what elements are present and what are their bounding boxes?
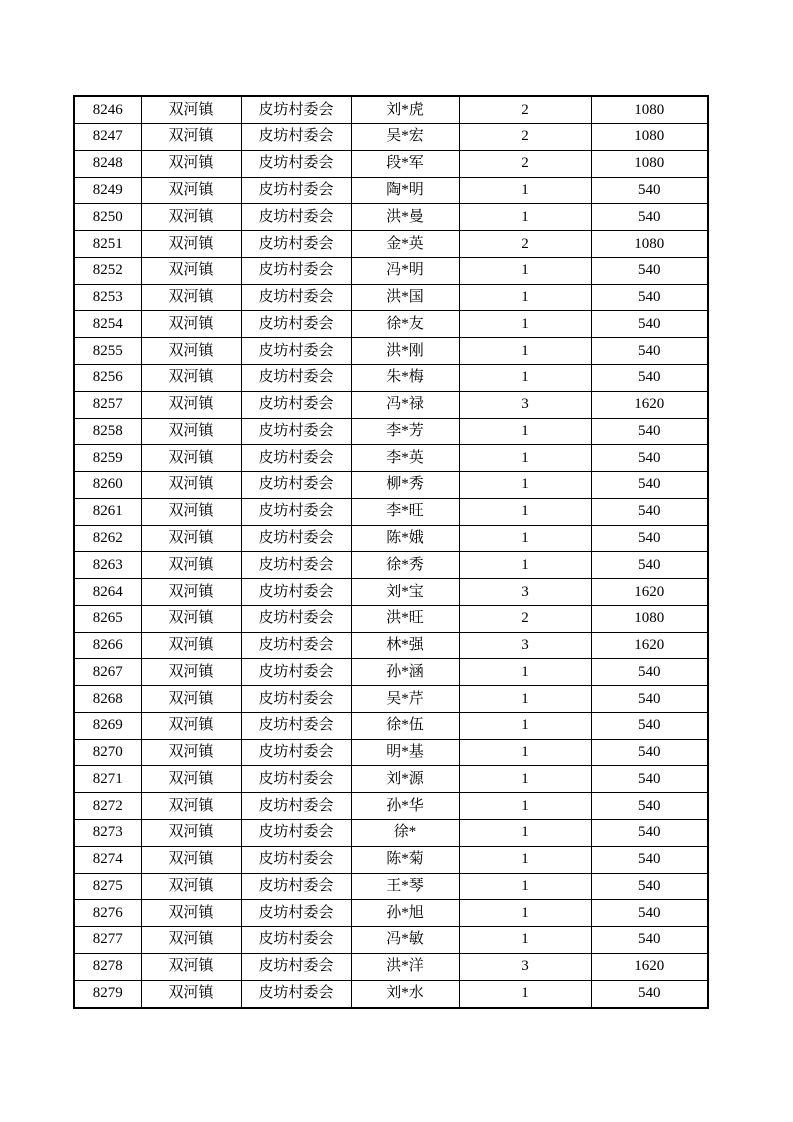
cell-amount: 540: [591, 846, 708, 873]
cell-amount: 540: [591, 793, 708, 820]
cell-name: 李*旺: [351, 498, 459, 525]
cell-id: 8246: [74, 96, 141, 124]
cell-name: 洪*洋: [351, 953, 459, 980]
table-row: [74, 418, 708, 445]
cell-village: 皮坊村委会: [241, 525, 351, 552]
cell-count: 1: [459, 712, 591, 739]
cell-town: 双河镇: [141, 605, 241, 632]
cell-count: 3: [459, 953, 591, 980]
cell-name: 洪*曼: [351, 204, 459, 231]
cell-id: 8276: [74, 900, 141, 927]
cell-village: 皮坊村委会: [241, 391, 351, 418]
cell-town: 双河镇: [141, 793, 241, 820]
cell-town: 双河镇: [141, 873, 241, 900]
cell-amount: 1620: [591, 632, 708, 659]
cell-id: 8268: [74, 686, 141, 713]
cell-village: 皮坊村委会: [241, 231, 351, 258]
cell-town: 双河镇: [141, 632, 241, 659]
cell-village: 皮坊村委会: [241, 338, 351, 365]
cell-count: 3: [459, 579, 591, 606]
table-row: [74, 605, 708, 632]
cell-id: 8254: [74, 311, 141, 338]
cell-town: 双河镇: [141, 311, 241, 338]
cell-village: 皮坊村委会: [241, 552, 351, 579]
cell-village: 皮坊村委会: [241, 927, 351, 954]
cell-name: 朱*梅: [351, 365, 459, 392]
cell-village: 皮坊村委会: [241, 124, 351, 151]
table-row: [74, 445, 708, 472]
table-row: [74, 846, 708, 873]
cell-amount: 1080: [591, 150, 708, 177]
table-row: [74, 793, 708, 820]
cell-town: 双河镇: [141, 177, 241, 204]
cell-count: 3: [459, 632, 591, 659]
cell-town: 双河镇: [141, 365, 241, 392]
cell-count: 1: [459, 927, 591, 954]
cell-amount: 540: [591, 927, 708, 954]
cell-id: 8260: [74, 472, 141, 499]
cell-town: 双河镇: [141, 820, 241, 847]
table-row: [74, 579, 708, 606]
cell-id: 8271: [74, 766, 141, 793]
cell-town: 双河镇: [141, 552, 241, 579]
cell-count: 1: [459, 552, 591, 579]
cell-town: 双河镇: [141, 686, 241, 713]
payment-list-table: [73, 95, 709, 1009]
cell-name: 孙*旭: [351, 900, 459, 927]
table-row: [74, 900, 708, 927]
cell-village: 皮坊村委会: [241, 284, 351, 311]
cell-name: 刘*虎: [351, 96, 459, 124]
table-row: [74, 472, 708, 499]
cell-id: 8256: [74, 365, 141, 392]
cell-town: 双河镇: [141, 231, 241, 258]
cell-town: 双河镇: [141, 204, 241, 231]
table-row: [74, 525, 708, 552]
cell-town: 双河镇: [141, 766, 241, 793]
cell-id: 8269: [74, 712, 141, 739]
cell-name: 冯*明: [351, 257, 459, 284]
cell-count: 1: [459, 793, 591, 820]
table-row: [74, 873, 708, 900]
cell-town: 双河镇: [141, 445, 241, 472]
cell-village: 皮坊村委会: [241, 766, 351, 793]
cell-id: 8257: [74, 391, 141, 418]
cell-count: 1: [459, 525, 591, 552]
cell-name: 吴*芹: [351, 686, 459, 713]
cell-id: 8258: [74, 418, 141, 445]
cell-village: 皮坊村委会: [241, 605, 351, 632]
table-row: [74, 820, 708, 847]
cell-amount: 1620: [591, 391, 708, 418]
cell-village: 皮坊村委会: [241, 632, 351, 659]
cell-count: 1: [459, 766, 591, 793]
cell-name: 徐*伍: [351, 712, 459, 739]
cell-amount: 540: [591, 766, 708, 793]
cell-amount: 540: [591, 177, 708, 204]
cell-id: 8272: [74, 793, 141, 820]
cell-count: 2: [459, 605, 591, 632]
cell-count: 1: [459, 686, 591, 713]
cell-village: 皮坊村委会: [241, 712, 351, 739]
cell-count: 1: [459, 900, 591, 927]
cell-name: 明*基: [351, 739, 459, 766]
table-body: [74, 96, 708, 1008]
cell-id: 8248: [74, 150, 141, 177]
cell-id: 8252: [74, 257, 141, 284]
cell-village: 皮坊村委会: [241, 365, 351, 392]
cell-id: 8277: [74, 927, 141, 954]
cell-village: 皮坊村委会: [241, 96, 351, 124]
cell-id: 8249: [74, 177, 141, 204]
cell-town: 双河镇: [141, 900, 241, 927]
table-row: [74, 632, 708, 659]
cell-id: 8275: [74, 873, 141, 900]
cell-amount: 1080: [591, 605, 708, 632]
cell-count: 1: [459, 739, 591, 766]
cell-name: 徐*: [351, 820, 459, 847]
cell-id: 8279: [74, 980, 141, 1008]
cell-count: 2: [459, 231, 591, 258]
cell-name: 陈*菊: [351, 846, 459, 873]
cell-town: 双河镇: [141, 150, 241, 177]
cell-name: 林*强: [351, 632, 459, 659]
cell-name: 洪*国: [351, 284, 459, 311]
cell-id: 8251: [74, 231, 141, 258]
cell-name: 李*芳: [351, 418, 459, 445]
cell-village: 皮坊村委会: [241, 204, 351, 231]
cell-name: 陶*明: [351, 177, 459, 204]
cell-count: 1: [459, 338, 591, 365]
table-row: [74, 96, 708, 124]
cell-village: 皮坊村委会: [241, 820, 351, 847]
cell-amount: 540: [591, 472, 708, 499]
cell-town: 双河镇: [141, 338, 241, 365]
cell-amount: 1620: [591, 579, 708, 606]
cell-town: 双河镇: [141, 525, 241, 552]
table-row: [74, 284, 708, 311]
cell-id: 8267: [74, 659, 141, 686]
cell-town: 双河镇: [141, 927, 241, 954]
cell-amount: 540: [591, 365, 708, 392]
table-row: [74, 953, 708, 980]
cell-id: 8247: [74, 124, 141, 151]
cell-count: 1: [459, 284, 591, 311]
cell-amount: 540: [591, 900, 708, 927]
table-row: [74, 204, 708, 231]
cell-count: 1: [459, 846, 591, 873]
table-row: [74, 124, 708, 151]
cell-count: 1: [459, 820, 591, 847]
cell-count: 1: [459, 980, 591, 1008]
table-row: [74, 391, 708, 418]
cell-id: 8262: [74, 525, 141, 552]
cell-amount: 540: [591, 659, 708, 686]
cell-id: 8259: [74, 445, 141, 472]
cell-amount: 540: [591, 980, 708, 1008]
cell-amount: 540: [591, 445, 708, 472]
cell-amount: 540: [591, 257, 708, 284]
cell-amount: 1080: [591, 231, 708, 258]
table-row: [74, 739, 708, 766]
cell-count: 2: [459, 150, 591, 177]
cell-village: 皮坊村委会: [241, 900, 351, 927]
table-row: [74, 659, 708, 686]
table-row: [74, 365, 708, 392]
table-row: [74, 231, 708, 258]
table-row: [74, 150, 708, 177]
cell-village: 皮坊村委会: [241, 150, 351, 177]
table-row: [74, 980, 708, 1008]
cell-id: 8266: [74, 632, 141, 659]
cell-village: 皮坊村委会: [241, 498, 351, 525]
cell-name: 冯*禄: [351, 391, 459, 418]
cell-name: 洪*刚: [351, 338, 459, 365]
cell-amount: 540: [591, 552, 708, 579]
cell-name: 刘*水: [351, 980, 459, 1008]
cell-village: 皮坊村委会: [241, 311, 351, 338]
cell-town: 双河镇: [141, 712, 241, 739]
cell-name: 孙*涵: [351, 659, 459, 686]
table-row: [74, 311, 708, 338]
cell-count: 1: [459, 472, 591, 499]
cell-village: 皮坊村委会: [241, 739, 351, 766]
cell-town: 双河镇: [141, 498, 241, 525]
cell-village: 皮坊村委会: [241, 846, 351, 873]
cell-id: 8274: [74, 846, 141, 873]
cell-amount: 1620: [591, 953, 708, 980]
table-row: [74, 257, 708, 284]
cell-name: 刘*源: [351, 766, 459, 793]
cell-name: 冯*敏: [351, 927, 459, 954]
cell-amount: 540: [591, 204, 708, 231]
table-row: [74, 766, 708, 793]
cell-amount: 540: [591, 712, 708, 739]
cell-name: 徐*秀: [351, 552, 459, 579]
cell-name: 金*英: [351, 231, 459, 258]
cell-amount: 540: [591, 418, 708, 445]
cell-village: 皮坊村委会: [241, 579, 351, 606]
cell-count: 1: [459, 659, 591, 686]
cell-town: 双河镇: [141, 846, 241, 873]
cell-village: 皮坊村委会: [241, 257, 351, 284]
cell-count: 2: [459, 124, 591, 151]
cell-amount: 540: [591, 873, 708, 900]
cell-village: 皮坊村委会: [241, 686, 351, 713]
cell-id: 8265: [74, 605, 141, 632]
table-row: [74, 338, 708, 365]
cell-town: 双河镇: [141, 980, 241, 1008]
cell-amount: 540: [591, 338, 708, 365]
cell-village: 皮坊村委会: [241, 659, 351, 686]
cell-town: 双河镇: [141, 472, 241, 499]
cell-id: 8253: [74, 284, 141, 311]
table-row: [74, 552, 708, 579]
cell-town: 双河镇: [141, 418, 241, 445]
cell-amount: 540: [591, 739, 708, 766]
cell-town: 双河镇: [141, 953, 241, 980]
table-row: [74, 686, 708, 713]
cell-count: 1: [459, 418, 591, 445]
cell-town: 双河镇: [141, 579, 241, 606]
cell-id: 8273: [74, 820, 141, 847]
cell-name: 徐*友: [351, 311, 459, 338]
cell-name: 刘*宝: [351, 579, 459, 606]
cell-id: 8250: [74, 204, 141, 231]
cell-town: 双河镇: [141, 257, 241, 284]
cell-count: 1: [459, 311, 591, 338]
table-row: [74, 498, 708, 525]
cell-name: 段*军: [351, 150, 459, 177]
cell-count: 3: [459, 391, 591, 418]
table-row: [74, 927, 708, 954]
cell-count: 1: [459, 204, 591, 231]
cell-count: 1: [459, 445, 591, 472]
table-row: [74, 712, 708, 739]
cell-town: 双河镇: [141, 96, 241, 124]
cell-village: 皮坊村委会: [241, 873, 351, 900]
cell-id: 8255: [74, 338, 141, 365]
cell-amount: 540: [591, 498, 708, 525]
cell-amount: 540: [591, 525, 708, 552]
cell-name: 柳*秀: [351, 472, 459, 499]
cell-count: 1: [459, 365, 591, 392]
cell-town: 双河镇: [141, 739, 241, 766]
cell-count: 1: [459, 257, 591, 284]
cell-name: 孙*华: [351, 793, 459, 820]
cell-amount: 1080: [591, 96, 708, 124]
cell-town: 双河镇: [141, 124, 241, 151]
table-row: [74, 177, 708, 204]
cell-amount: 540: [591, 284, 708, 311]
cell-id: 8261: [74, 498, 141, 525]
cell-count: 1: [459, 873, 591, 900]
cell-name: 吴*宏: [351, 124, 459, 151]
cell-amount: 540: [591, 820, 708, 847]
cell-town: 双河镇: [141, 659, 241, 686]
cell-id: 8270: [74, 739, 141, 766]
cell-id: 8263: [74, 552, 141, 579]
cell-id: 8264: [74, 579, 141, 606]
cell-village: 皮坊村委会: [241, 445, 351, 472]
cell-town: 双河镇: [141, 284, 241, 311]
cell-count: 1: [459, 177, 591, 204]
cell-village: 皮坊村委会: [241, 980, 351, 1008]
cell-count: 2: [459, 96, 591, 124]
cell-village: 皮坊村委会: [241, 177, 351, 204]
cell-amount: 1080: [591, 124, 708, 151]
cell-town: 双河镇: [141, 391, 241, 418]
cell-village: 皮坊村委会: [241, 418, 351, 445]
cell-count: 1: [459, 498, 591, 525]
cell-id: 8278: [74, 953, 141, 980]
cell-village: 皮坊村委会: [241, 472, 351, 499]
cell-amount: 540: [591, 686, 708, 713]
cell-village: 皮坊村委会: [241, 793, 351, 820]
cell-name: 洪*旺: [351, 605, 459, 632]
cell-village: 皮坊村委会: [241, 953, 351, 980]
cell-amount: 540: [591, 311, 708, 338]
cell-name: 王*琴: [351, 873, 459, 900]
cell-name: 李*英: [351, 445, 459, 472]
cell-name: 陈*娥: [351, 525, 459, 552]
